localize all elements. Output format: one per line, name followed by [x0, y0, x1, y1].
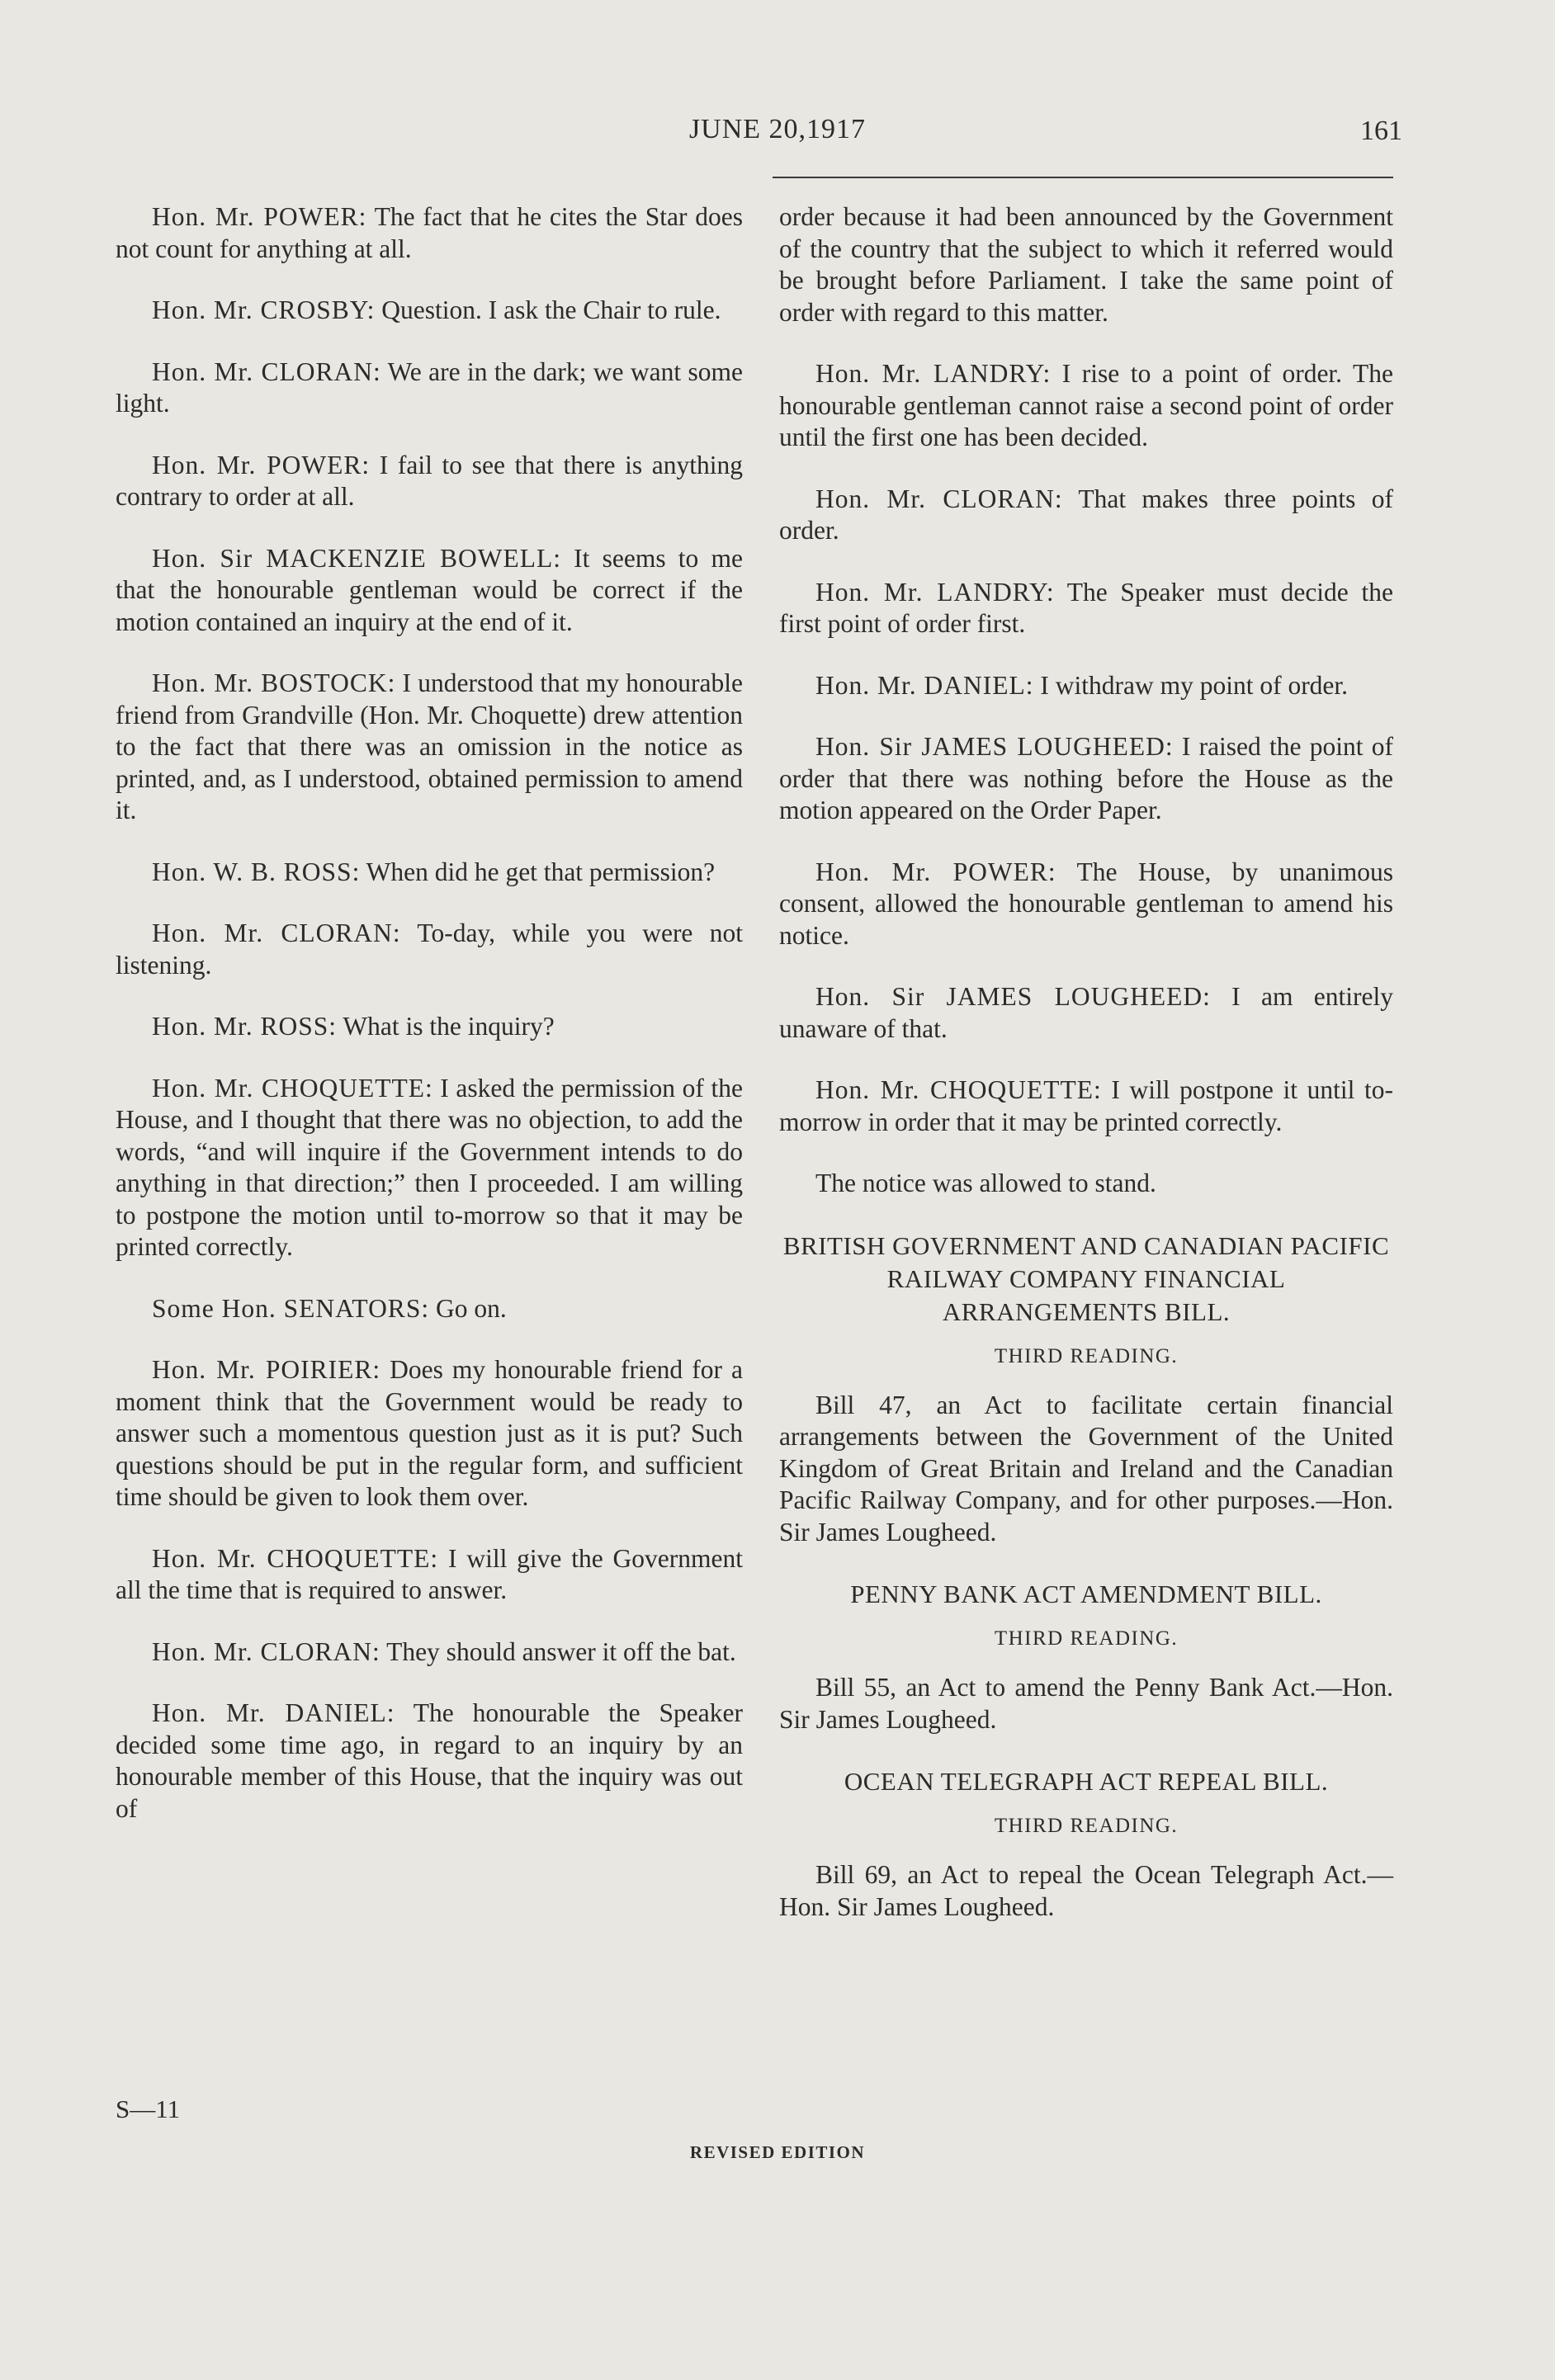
speaker-name: Some Hon. SENATORS: [152, 1293, 430, 1323]
bill-subheading: THIRD READING. [994, 1627, 1179, 1650]
speech-paragraph [779, 358, 1393, 454]
speech-paragraph [116, 543, 743, 639]
speech-text: Question. I ask the Chair to rule. [375, 295, 721, 324]
speech-paragraph [116, 857, 743, 889]
speech-paragraph [779, 484, 1393, 547]
header-rule [773, 177, 1393, 178]
speech-paragraph [116, 668, 743, 827]
speech-paragraph [779, 1074, 1393, 1138]
speaker-name: Hon. Mr. CHOQUETTE: [815, 1075, 1102, 1104]
speaker-name: Hon. Mr. POIRIER: [152, 1355, 381, 1384]
speech-paragraph [116, 357, 743, 420]
speaker-name: Hon. Mr. CHOQUETTE: [152, 1543, 439, 1573]
notice-paragraph: The notice was allowed to stand. [815, 1169, 1156, 1197]
speech-paragraph [779, 857, 1393, 952]
speech-text: That makes three points of order. [779, 484, 1393, 545]
speech-text: The House, by unanimous consent, allowed the honourable gentleman to amend his notice. [779, 857, 1393, 950]
edition-label: REVISED EDITION [689, 2142, 866, 2162]
right-column [779, 201, 1393, 1953]
speech-text: When did he get that permission? [360, 857, 716, 886]
continued-paragraph: order because it had been announced by the Government of the country that the subject to which it referred would be brought before Parliament. I take the same point of order with regard to this matter. [779, 202, 1393, 327]
bill-heading: OCEAN TELEGRAPH ACT REPEAL BILL. [844, 1767, 1329, 1796]
speaker-name: Hon. Mr. CLORAN: [152, 918, 401, 947]
left-column [116, 201, 743, 1854]
speaker-name: Hon. Mr. POWER: [815, 857, 1056, 886]
speech-paragraph [779, 577, 1393, 640]
speaker-name: Hon. Mr. POWER: [152, 450, 371, 479]
speech-text: I raised the point of order that there was nothing before the House as the motion appeared on the Order Paper. [779, 732, 1393, 824]
page-date: JUNE 20,1917 [688, 114, 867, 144]
speech-text: We are in the dark; we want some light. [116, 357, 743, 418]
page-number: 161 [1360, 116, 1402, 146]
bill-paragraph: Bill 69, an Act to repeal the Ocean Telegraph Act.—Hon. Sir James Lougheed. [779, 1860, 1393, 1921]
speaker-name: Hon. Mr. CLORAN: [815, 484, 1063, 513]
speech-paragraph [116, 918, 743, 981]
speech-paragraph [779, 670, 1393, 702]
speaker-name: Hon. Mr. DANIEL: [815, 670, 1034, 700]
speech-text: I will postpone it until to-morrow in order that it may be printed correctly. [779, 1075, 1393, 1136]
speech-text: The Speaker must decide the first point of order first. [779, 577, 1393, 638]
speech-text: I understood that my honourable friend from Grandville (Hon. Mr. Choquette) drew attention to the fact that there was an omission in the notice as printed, and, as I understood, obtained permission to amend it. [116, 668, 743, 824]
speech-paragraph [116, 1073, 743, 1263]
speech-text: It seems to me that the honourable gentleman would be correct if the motion contained an inquiry at the end of it. [116, 543, 743, 636]
speaker-name: Hon. W. B. ROSS: [152, 857, 361, 886]
speech-text: Go on. [429, 1293, 507, 1323]
speaker-name: Hon. Mr. CROSBY: [152, 295, 376, 324]
speaker-name: Hon. Mr. LANDRY: [815, 359, 1052, 388]
speaker-name: Hon. Sir MACKENZIE BOWELL: [152, 543, 561, 573]
speaker-name: Hon. Sir JAMES LOUGHEED: [815, 732, 1174, 761]
speech-text: I am entirely unaware of that. [779, 982, 1393, 1043]
signature-mark: S—11 [116, 2094, 181, 2123]
speech-text: What is the inquiry? [337, 1012, 555, 1041]
speech-paragraph [116, 295, 743, 327]
speech-text: I asked the permission of the House, and I thought that there was no objection, to add the words, “and will inquire if the Government intends to do anything in that direction;” then I proceeded. I am willing to postpone the motion until to-morrow so that it may be printed correctly. [116, 1073, 743, 1261]
speech-paragraph [116, 1698, 743, 1825]
speech-text: I rise to a point of order. The honourable gentleman cannot raise a second point of order until the first one has been decided. [779, 359, 1393, 451]
speech-paragraph [116, 201, 743, 265]
speech-text: I will give the Government all the time that is required to answer. [116, 1543, 743, 1604]
bill-paragraph: Bill 47, an Act to facilitate certain financial arrangements between the Government of the United Kingdom of Great Britain and Ireland and the Canadian Pacific Railway Company, and for other purposes.—Hon. Sir James Lougheed. [779, 1390, 1393, 1547]
speaker-name: Hon. Mr. CLORAN: [152, 1636, 380, 1666]
speech-text: They should answer it off the bat. [380, 1636, 736, 1666]
speech-paragraph [779, 981, 1393, 1045]
speaker-name: Hon. Mr. POWER: [152, 202, 367, 231]
speaker-name: Hon. Mr. CHOQUETTE: [152, 1073, 433, 1103]
speaker-name: Hon. Sir JAMES LOUGHEED: [815, 982, 1211, 1011]
speech-text: The fact that he cites the Star does not count for anything at all. [116, 202, 743, 263]
speech-text: Does my honourable friend for a moment think that the Government would be ready to answer such a momentous question just as it is put? Such questions should be put in the regular form, and sufficient time should be given to look them over. [116, 1355, 743, 1511]
bill-heading: PENNY BANK ACT AMENDMENT BILL. [850, 1580, 1322, 1608]
speech-text: The honourable the Speaker decided some time ago, in regard to an inquiry by an honourable member of this House, that the inquiry was out of [116, 1698, 743, 1823]
speech-text: I fail to see that there is anything contrary to order at all. [116, 450, 744, 511]
speech-paragraph [779, 731, 1393, 827]
speaker-name: Hon. Mr. DANIEL: [152, 1698, 395, 1727]
speaker-name: Hon. Mr. LANDRY: [815, 577, 1055, 607]
speech-paragraph [116, 1293, 743, 1325]
bill-subheading: THIRD READING. [994, 1815, 1179, 1837]
speech-text: To-day, while you were not listening. [116, 918, 743, 980]
speaker-name: Hon. Mr. CLORAN: [152, 357, 381, 386]
speech-paragraph [116, 1543, 743, 1607]
speech-paragraph [116, 1636, 743, 1669]
speech-paragraph [116, 1354, 743, 1513]
bill-paragraph: Bill 55, an Act to amend the Penny Bank Act.—Hon. Sir James Lougheed. [779, 1673, 1393, 1734]
speaker-name: Hon. Mr. BOSTOCK: [152, 668, 396, 697]
speech-text: I withdraw my point of order. [1033, 670, 1349, 700]
speech-paragraph [116, 450, 743, 513]
bill-subheading: THIRD READING. [994, 1344, 1179, 1367]
speech-paragraph [116, 1011, 743, 1043]
speaker-name: Hon. Mr. ROSS: [152, 1012, 338, 1041]
bill-heading: BRITISH GOVERNMENT AND CANADIAN PACIFIC RAILWAY COMPANY FINANCIAL ARRANGEMENTS BILL. [782, 1230, 1390, 1326]
